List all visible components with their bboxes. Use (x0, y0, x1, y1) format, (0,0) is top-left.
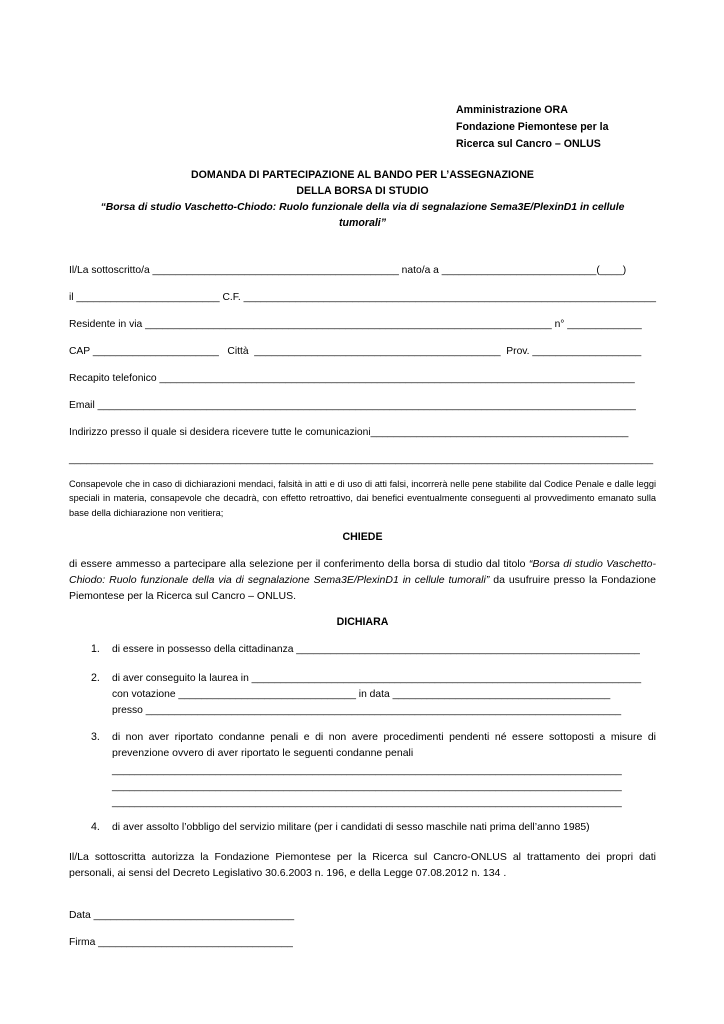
field-email[interactable]: Email ______________________________________________________________________________________________ (69, 400, 636, 411)
field-data-nascita-cf[interactable]: il _________________________ C.F. ________________________________________________________________________ (69, 292, 656, 303)
field-residenza[interactable]: Residente in via _______________________________________________________________________ n° _____________ (69, 319, 642, 330)
privacy-authorization-text: Il/La sottoscritta autorizza la Fondazione Piemontese per la Ricerca sul Cancro-ONLUS al trattamento dei propri dati personali, ai sensi del Decreto Legislativo 30.6.2003 n. 196, e della Legge 07.08.2012 n. 134 . (69, 851, 656, 879)
item-condanne-blank-3[interactable]: _________________________________________________________________________________________ (112, 797, 622, 808)
chiede-title: “Borsa di studio Vaschetto-Chiodo: Ruolo funzionale della via di segnalazione Sema3E/PlexinD1 in cellule tumorali” (69, 558, 656, 586)
item-condanne-blank-1[interactable]: _________________________________________________________________________________________ (112, 765, 622, 776)
item-4-number: 4. (91, 821, 100, 833)
item-laurea-presso[interactable]: presso ___________________________________________________________________________________ (112, 705, 622, 716)
field-cap-citta-prov[interactable]: CAP ______________________ Città ___________________________________________ Prov. ___________________ (69, 346, 642, 357)
chiede-heading: CHIEDE (342, 531, 383, 543)
item-laurea-votazione[interactable]: con votazione _______________________________ in data ______________________________________ (112, 689, 611, 700)
field-data[interactable]: Data ___________________________________ (69, 910, 295, 921)
document-title-line-2: DELLA BORSA DI STUDIO (296, 185, 429, 197)
item-1-number: 1. (91, 643, 100, 655)
address-line-1: Amministrazione ORA (456, 104, 568, 116)
address-line-2: Fondazione Piemontese per la (456, 121, 609, 133)
item-condanne-blank-2[interactable]: _________________________________________________________________________________________ (112, 781, 622, 792)
field-indirizzo-comunicazioni[interactable]: Indirizzo presso il quale si desidera ricevere tutte le comunicazioni_____________________________________________ (69, 427, 629, 438)
field-indirizzo-blank[interactable]: ______________________________________________________________________________________________________ (69, 454, 654, 465)
field-recapito-telefonico[interactable]: Recapito telefonico ___________________________________________________________________________________ (69, 373, 635, 384)
document-title-line-1: DOMANDA DI PARTECIPAZIONE AL BANDO PER L’ASSEGNAZIONE (191, 169, 534, 181)
item-3-number: 3. (91, 731, 100, 743)
item-2-number: 2. (91, 672, 100, 684)
document-title-line-3: “Borsa di studio Vaschetto-Chiodo: Ruolo funzionale della via di segnalazione Sema3E/PlexinD1 in cellule (100, 202, 625, 213)
item-laurea[interactable]: di aver conseguito la laurea in ____________________________________________________________________ (112, 673, 642, 684)
item-cittadinanza[interactable]: di essere in possesso della cittadinanza ____________________________________________________________ (112, 644, 640, 655)
disclaimer-text: Consapevole che in caso di dichiarazioni mendaci, falsità in atti e di uso di atti falsi, incorrerà nelle pene stabilite dal Codice Penale e dalle leggi speciali in materia, consapevole che decadrà, con effetto retroattivo, dai benefici eventualmente conseguenti al provvedimento emanato sulla base della dichiarazione non veritiera; (69, 479, 656, 518)
chiede-text: di essere ammesso a partecipare alla selezione per il conferimento della borsa di studio dal titolo “Borsa di studio Vaschetto-Chiodo: Ruolo funzionale della via di segnalazione Sema3E/PlexinD1 in cellule tumorali” da usufruire presso la Fondazione Piemontese per la Ricerca sul Cancro – ONLUS. (69, 558, 656, 602)
item-condanne-text: di non aver riportato condanne penali e di non avere procedimenti pendenti né essere sottoposti a misure di prevenzione ovvero di aver riportato le seguenti condanne penali (112, 731, 656, 759)
field-sottoscritto[interactable]: Il/La sottoscritto/a ___________________________________________ nato/a a ___________________________(____) (69, 265, 627, 276)
dichiara-heading: DICHIARA (336, 616, 389, 628)
document-title-line-4: tumorali” (338, 217, 387, 229)
field-firma[interactable]: Firma __________________________________ (69, 937, 293, 948)
address-line-3: Ricerca sul Cancro – ONLUS (456, 138, 601, 150)
item-servizio-militare: di aver assolto l’obbligo del servizio militare (per i candidati di sesso maschile nati prima dell’anno 1985) (112, 822, 590, 833)
